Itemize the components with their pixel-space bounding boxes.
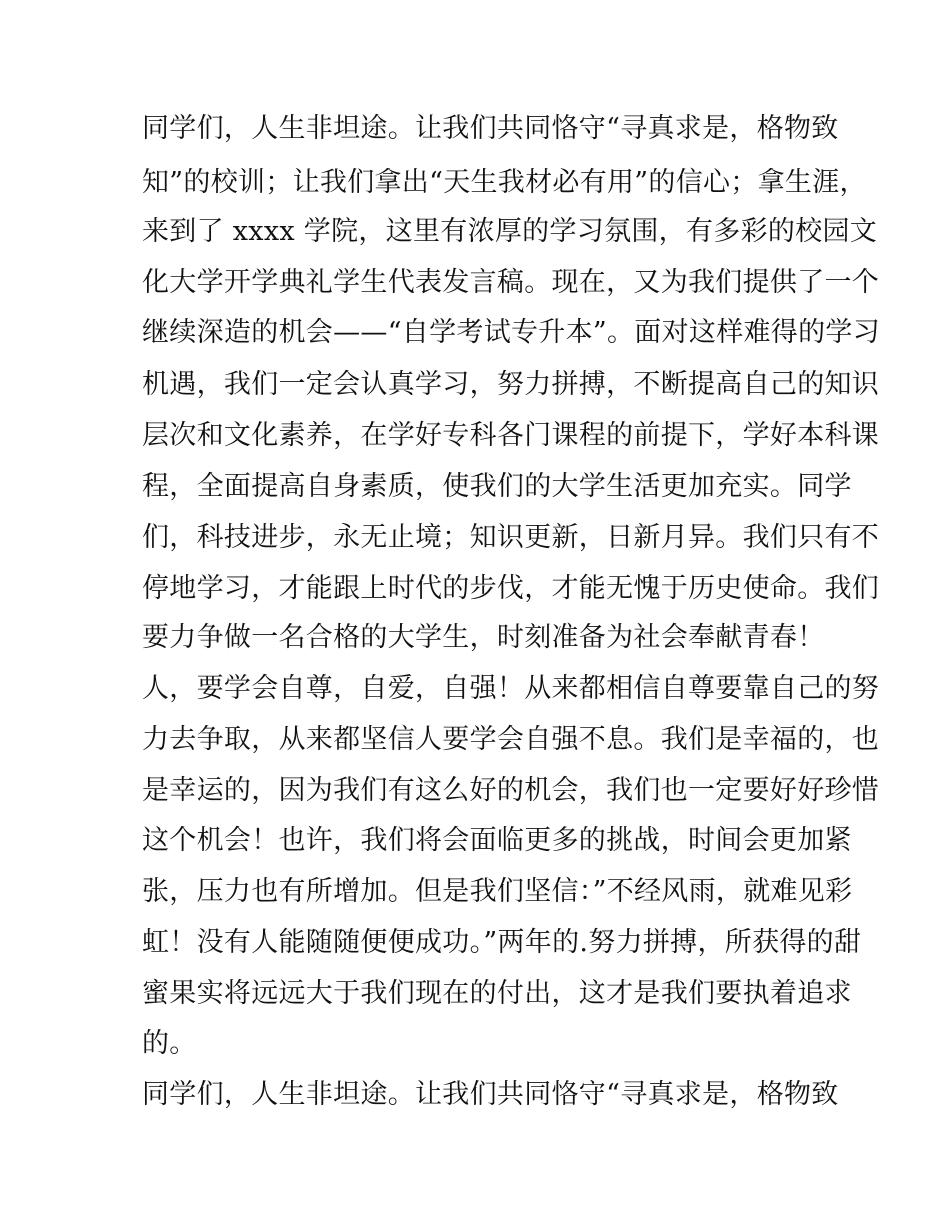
text-line: 力去争取，从来都坚信人要学会自强不息。我们是幸福的，也: [142, 724, 880, 755]
text-line: 同学们，人生非坦途。让我们共同恪守“寻真求是，格物致: [142, 113, 839, 144]
text-line: 同学们，人生非坦途。让我们共同恪守“寻真求是，格物致: [142, 1079, 839, 1110]
text-line: 蜜果实将远远大于我们现在的付出，这才是我们要执着追求: [142, 978, 852, 1009]
text-line: 的。: [142, 1028, 197, 1059]
text-line: 知”的校训；让我们拿出“天生我材必有用”的信心；拿生涯，: [142, 167, 867, 198]
text-line: 来到了 xxxx 学院，这里有浓厚的学习氛围，有多彩的校园文: [142, 216, 878, 247]
text-line: 要力争做一名合格的大学生，时刻准备为社会奉献青春！: [142, 622, 825, 653]
text-line: 继续深造的机会——“自学考试专升本”。面对这样难得的学习: [142, 317, 881, 348]
text-line: 虹！没有人能随随便便成功。”两年的.努力拼搏，所获得的甜: [142, 927, 862, 958]
text-line: 化大学开学典礼学生代表发言稿。现在，又为我们提供了一个: [142, 267, 880, 298]
text-line: 人，要学会自尊，自爱，自强！从来都相信自尊要靠自己的努: [142, 673, 880, 704]
text-line: 们，科技进步，永无止境；知识更新，日新月异。我们只有不: [142, 522, 880, 553]
text-line: 层次和文化素养，在学好专科各门课程的前提下，学好本科课: [142, 420, 880, 451]
text-line: 停地学习，才能跟上时代的步伐，才能无愧于历史使命。我们: [142, 573, 880, 604]
text-line: 程，全面提高自身素质，使我们的大学生活更加充实。同学: [142, 471, 852, 502]
text-line: 这个机会！也许，我们将会面临更多的挑战，时间会更加紧: [142, 825, 852, 856]
text-line: 机遇，我们一定会认真学习，努力拼搏，不断提高自己的知识: [142, 369, 880, 400]
text-line: 张，压力也有所增加。但是我们坚信：”不经风雨，就难见彩: [142, 876, 853, 907]
text-line: 是幸运的，因为我们有这么好的机会，我们也一定要好好珍惜: [142, 775, 880, 806]
